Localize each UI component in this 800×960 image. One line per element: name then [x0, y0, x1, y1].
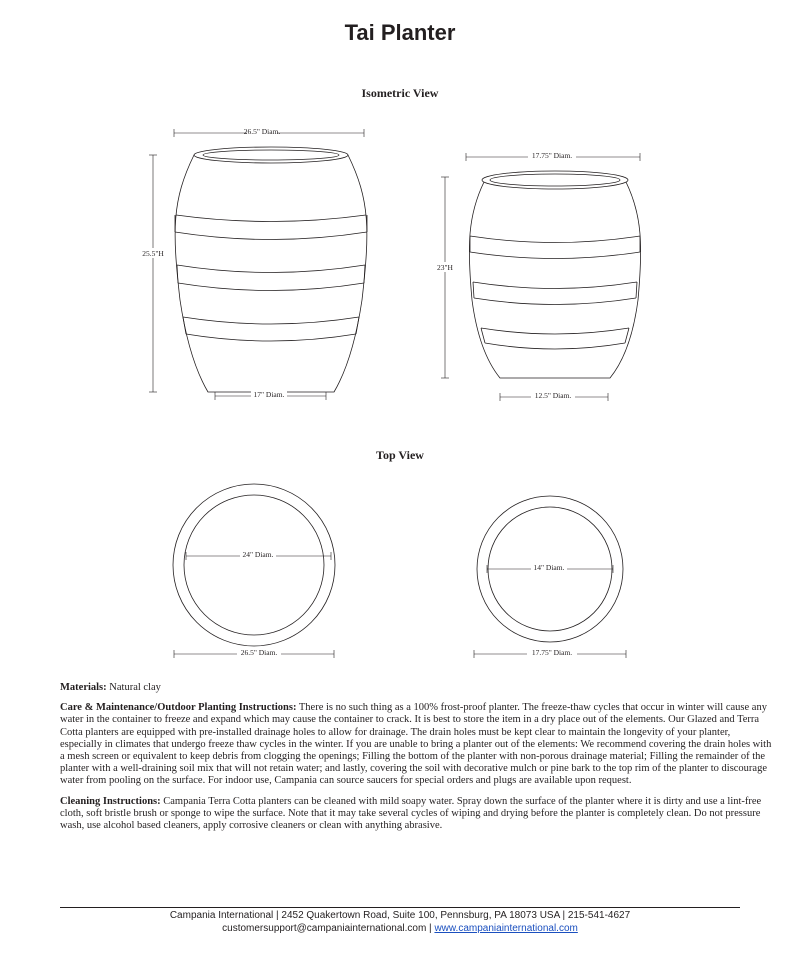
small-inner-diameter-label: 14" Diam.	[533, 563, 565, 572]
large-planter-top-view	[173, 484, 335, 646]
top-view-heading: Top View	[376, 448, 424, 462]
large-base-diameter-label: 17" Diam.	[253, 390, 285, 399]
small-planter-isometric	[469, 171, 640, 378]
small-top-diameter-label: 17.75" Diam.	[531, 151, 573, 160]
materials-text: Natural clay	[109, 682, 161, 693]
footer-divider	[60, 907, 740, 908]
footer-address: Campania International | 2452 Quakertown Road, Suite 100, Pennsburg, PA 18073 USA | 215-541-4627	[169, 910, 631, 921]
footer-email-link[interactable]: customersupport@campaniainternational.com	[222, 923, 427, 934]
large-outer-diameter-label: 26.5" Diam.	[240, 648, 278, 657]
footer-contact	[0, 923, 800, 934]
large-height-label: 25.5"H	[142, 249, 164, 258]
footer-website-link[interactable]: www.campaniainternational.com	[434, 923, 578, 934]
care-label: Care & Maintenance/Outdoor Planting Instructions:	[60, 702, 297, 714]
cleaning-text: Campania Terra Cotta planters can be cleaned with mild soapy water. Spray down the surface of the planter where it is dirty and use a lint-free cloth, soft bristle brush or sponge to wipe the surface. Note that it may take several cycles of wiping and drying before the planter is completely clean. Do not pressure wash, use alcohol based cleaners, apply corrosive cleaners or clean with anything abrasive.	[60, 795, 762, 832]
footer-separator: |	[426, 923, 435, 934]
cleaning-label: Cleaning Instructions:	[60, 795, 161, 807]
care-text: There is no such thing as a 100% frost-proof planter. The freeze-thaw cycles that occur in winter will cause any water in the container to freeze and expand which may cause the container to crack. It is best to store the item in a dry place out of the elements. Our Glazed and Terra Cotta planters are equipped with pre-installed drainage holes to allow for drainage. The drain holes must be kept clear to maintain the longevity of your planter, especially in climates that undergo freeze thaw cycles in the winter. If you are unable to bring a planter out of the elements: We recommend covering the drain holes with a mesh screen or equivalent to keep debris from clogging the openings; Filling the bottom of the planter with non-porous drainage material; Filling the remainder of the planter with a well-draining soil mix that will not retain water; and lastly, covering the soil with decorative mulch or pine bark to the top rim of the planter to discourage water from pooling on the surface. For indoor use, Campania can source saucers for special orders and plugs are available upon request.	[60, 702, 772, 787]
small-height-label: 23"H	[437, 263, 453, 272]
care-paragraph	[60, 702, 772, 787]
small-base-diameter-label: 12.5" Diam.	[534, 391, 572, 400]
materials-paragraph	[60, 682, 772, 694]
materials-label: Materials:	[60, 682, 107, 693]
large-top-diameter-label: 26.5" Diam.	[243, 127, 281, 136]
cleaning-paragraph	[60, 796, 772, 833]
large-planter-isometric	[175, 147, 367, 392]
large-inner-diameter-label: 24" Diam.	[242, 550, 274, 559]
small-outer-diameter-label: 17.75" Diam.	[531, 648, 573, 657]
page-title: Tai Planter	[344, 20, 456, 45]
product-info	[60, 682, 772, 840]
isometric-view-heading: Isometric View	[361, 86, 439, 100]
